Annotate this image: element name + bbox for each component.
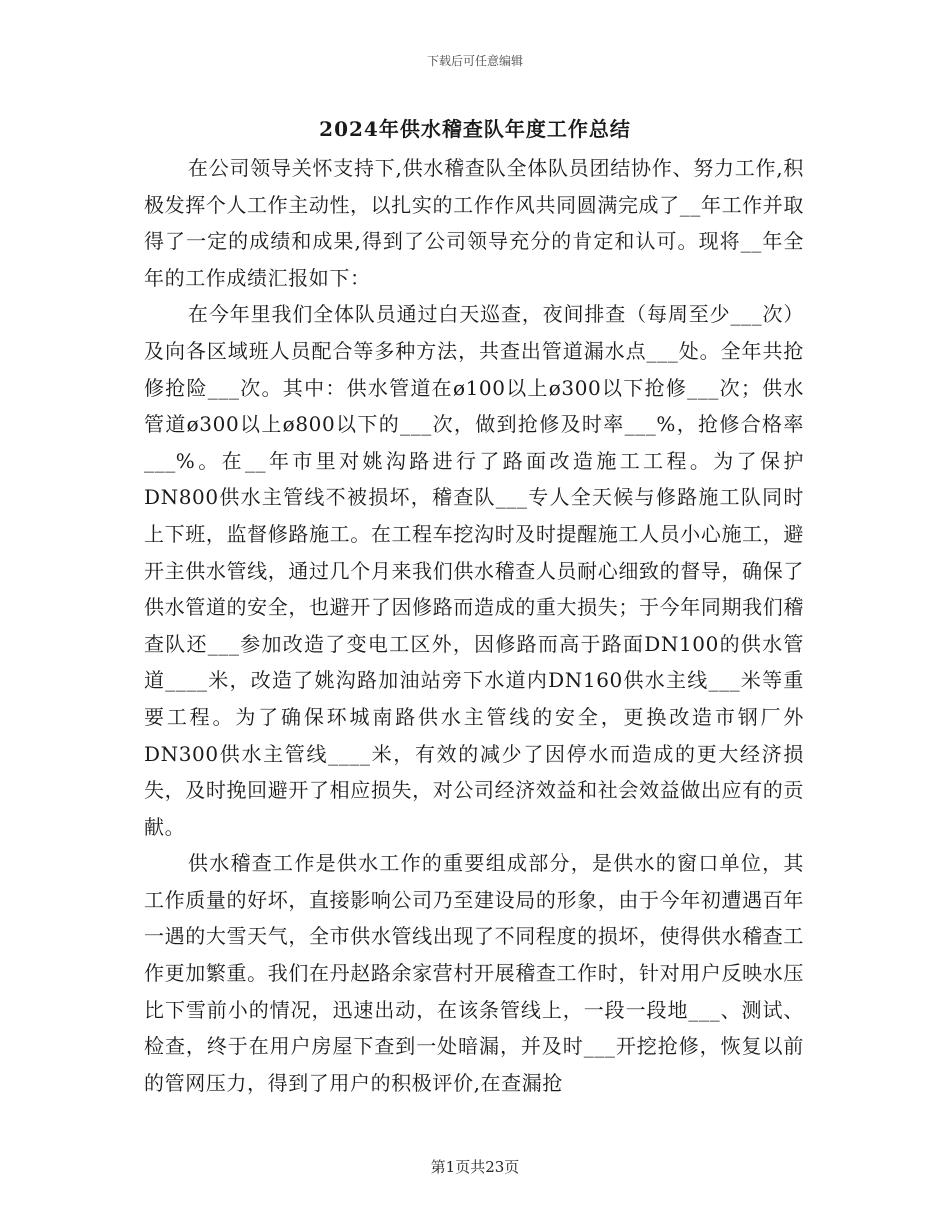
paragraph: 在公司领导关怀支持下,供水稽查队全体队员团结协作、努力工作,积极发挥个人工作主动性，以扎实的工作作风共同圆满完成了__年工作并取得了一定的成绩和成果,得到了公司领导充分的肯定和认可。现将__年全年的工作成绩汇报如下： — [144, 156, 804, 290]
document-body — [144, 150, 804, 1101]
paragraph: 供水稽查工作是供水工作的重要组成部分，是供水的窗口单位，其工作质量的好坏，直接影响公司乃至建设局的形象，由于今年初遭遇百年一遇的大雪天气，全市供水管线出现了不同程度的损坏，使得供水稽查工作更加繁重。我们在丹赵路余家营村开展稽查工作时，针对用户反映水压比下雪前小的情况，迅速出动，在该条管线上，一段一段地___、测试、检查，终于在用户房屋下查到一处暗漏，并及时___开挖抢修，恢复以前的管网压力，得到了用户的积极评价,在查漏抢 — [144, 851, 804, 1095]
page-footer: 第1页共23页 — [430, 1158, 520, 1176]
header-note: 下载后可任意编辑 — [426, 54, 523, 68]
document-title: 2024年供水稽查队年度工作总结 — [319, 117, 631, 141]
paragraph: 在今年里我们全体队员通过白天巡查，夜间排查（每周至少___次）及向各区域班人员配合等多种方法，共查出管道漏水点___处。全年共抢修抢险___次。其中：供水管道在ø100以上ø300以下抢修___次；供水管道ø300以上ø800以下的___次，做到抢修及时率___%，抢修合格率___%。在__年市里对姚沟路进行了路面改造施工工程。为了保护DN800供水主管线不被损坏，稽查队___专人全天候与修路施工队同时上下班，监督修路施工。在工程车挖沟时及时提醒施工人员小心施工，避开主供水管线，通过几个月来我们供水稽查人员耐心细致的督导，确保了供水管道的安全，也避开了因修路而造成的重大损失；于今年同期我们稽查队还___参加改造了变电工区外，因修路而高于路面DN100的供水管道____米，改造了姚沟路加油站旁下水道内DN160供水主线___米等重要工程。为了确保环城南路供水主管线的安全，更换改造市钢厂外DN300供水主管线____米，有效的减少了因停水而造成的更大经济损失，及时挽回避开了相应损失，对公司经济效益和社会效益做出应有的贡献。 — [144, 302, 804, 839]
